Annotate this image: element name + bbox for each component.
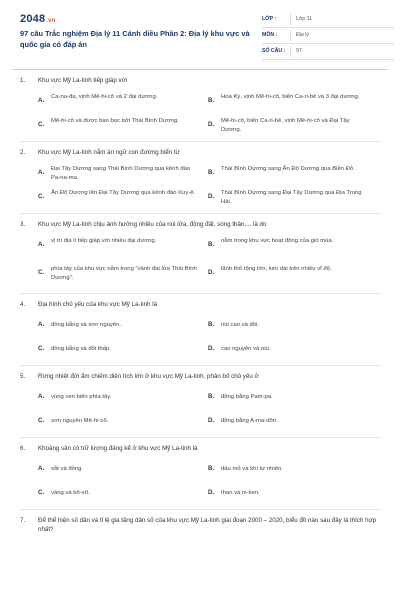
answer-option[interactable]: [38, 91, 204, 113]
option-text: Thái Bình Dương sang Đại Tây Dương qua Địa Trung Hải.: [221, 190, 362, 205]
site-logo[interactable]: [20, 13, 56, 25]
logo-suffix: .vn: [46, 18, 56, 24]
meta-label: SỐ CÂU :: [262, 48, 286, 54]
option-letter: C.: [38, 417, 45, 424]
option-grid: [20, 163, 382, 211]
header-divider: [12, 69, 388, 70]
option-letter: C.: [38, 121, 45, 128]
answer-option[interactable]: [38, 187, 204, 209]
document-title: 97 câu Trắc nghiệm Địa lý 11 Cánh diều Phần 2: Địa lý khu vực và quốc gia có đáp án: [20, 29, 250, 49]
meta-panel: [262, 12, 394, 60]
question-item: [20, 148, 382, 214]
question-number: 1.: [20, 77, 26, 84]
option-letter: B.: [208, 97, 215, 104]
option-text: Ấn Độ Dương lên Đại Tây Dương qua kênh đào Xuy-ê.: [51, 190, 196, 196]
answer-option[interactable]: [38, 339, 204, 361]
logo-text: 2048: [20, 13, 46, 25]
option-text: vùng ven biển phía tây.: [51, 394, 112, 400]
question-body: Khu vực Mỹ La-tinh chịu ảnh hưởng nhiều của núi lửa, động đất, sóng thần,... là do: [38, 221, 267, 228]
option-text: vị trí địa lí tiếp giáp với nhiều đại dương.: [51, 238, 157, 244]
answer-option[interactable]: [208, 163, 374, 185]
option-text: đồng bằng và đồi thấp.: [51, 346, 111, 352]
meta-value: Lớp 11: [296, 16, 312, 22]
question-item: [20, 372, 382, 438]
question-number: 4.: [20, 301, 26, 308]
question-item: [20, 300, 382, 366]
option-letter: B.: [208, 241, 215, 248]
question-separator: [20, 213, 382, 214]
question-body: Khu vực Mỹ La-tinh nằm án ngữ con đường biển từ: [38, 149, 180, 156]
question-item: [20, 76, 382, 142]
question-text: [20, 76, 382, 85]
meta-label: MÔN :: [262, 32, 278, 38]
meta-value: Địa lý: [296, 32, 309, 38]
answer-option[interactable]: [208, 263, 374, 289]
question-number: 7.: [20, 517, 26, 524]
option-text: Thái Bình Dương sang Ấn Độ Dương qua Biển Đỏ.: [221, 166, 355, 172]
meta-separator: [290, 14, 291, 25]
option-letter: B.: [208, 393, 215, 400]
option-grid: [20, 387, 382, 435]
option-letter: A.: [38, 465, 45, 472]
question-separator: [20, 293, 382, 294]
option-letter: A.: [38, 97, 45, 104]
answer-option[interactable]: [208, 115, 374, 137]
question-item: [20, 220, 382, 294]
answer-option[interactable]: [208, 411, 374, 433]
answer-option[interactable]: [208, 459, 374, 481]
option-letter: D.: [208, 417, 215, 424]
answer-option[interactable]: [208, 483, 374, 505]
question-number: 2.: [20, 149, 26, 156]
option-text: phía tây của khu vực nằm trong "vành đai lửa Thái Bình Dương".: [51, 266, 197, 281]
question-body: Khoáng sản có trữ lượng đáng kể ở khu vực Mỹ La-tinh là: [38, 445, 198, 452]
option-letter: C.: [38, 193, 45, 200]
meta-separator: [290, 46, 291, 57]
meta-row-count: [262, 44, 394, 60]
question-item: [20, 444, 382, 510]
question-text: [20, 300, 382, 309]
option-text: sơn nguyên Mê-hi-cô.: [51, 418, 109, 424]
option-text: đồng bằng A-ma-dôn.: [221, 418, 278, 424]
option-letter: A.: [38, 169, 45, 176]
answer-option[interactable]: [38, 235, 204, 261]
option-letter: B.: [208, 465, 215, 472]
meta-row-class: [262, 12, 394, 28]
option-text: nằm trong khu vực hoạt động của gió mùa.: [221, 238, 334, 244]
option-letter: D.: [208, 193, 215, 200]
question-separator: [20, 437, 382, 438]
option-text: Mê-hi-cô, biển Ca-ri-bê, vịnh Mê-hi-cô và Đại Tây Dương.: [221, 118, 350, 133]
answer-option[interactable]: [208, 91, 374, 113]
answer-option[interactable]: [208, 339, 374, 361]
option-text: đồng bằng Pam-pa.: [221, 394, 273, 400]
option-text: cao nguyên và núi.: [221, 346, 271, 352]
option-text: lãnh thổ rộng lớn, kéo dài trên nhiều vĩ độ.: [221, 266, 332, 272]
answer-option[interactable]: [38, 263, 204, 289]
question-text: [20, 220, 382, 229]
answer-option[interactable]: [38, 483, 204, 505]
meta-separator: [290, 30, 291, 41]
option-letter: A.: [38, 321, 45, 328]
question-number: 5.: [20, 373, 26, 380]
answer-option[interactable]: [208, 315, 374, 337]
option-letter: B.: [208, 169, 215, 176]
question-item: [20, 516, 382, 534]
answer-option[interactable]: [38, 459, 204, 481]
option-letter: C.: [38, 269, 45, 276]
option-letter: D.: [208, 269, 215, 276]
option-letter: D.: [208, 121, 215, 128]
question-body: Địa hình chủ yếu của khu vực Mỹ La-tinh là: [38, 301, 158, 308]
meta-value: 97: [296, 48, 302, 54]
question-separator: [20, 509, 382, 510]
answer-option[interactable]: [38, 411, 204, 433]
option-letter: A.: [38, 241, 45, 248]
option-letter: B.: [208, 321, 215, 328]
option-text: Hoa Kỳ, vịnh Mê-hi-cô, biển Ca-ri-bê và 3 đại dương.: [221, 94, 360, 100]
answer-option[interactable]: [38, 387, 204, 409]
option-letter: A.: [38, 393, 45, 400]
option-text: dầu mỏ và khí tự nhiên.: [221, 466, 283, 472]
option-text: sắt và đồng.: [51, 466, 84, 472]
answer-option[interactable]: [38, 163, 204, 185]
option-text: đồng bằng và sơn nguyên.: [51, 322, 122, 328]
option-text: than và ni-ken.: [221, 490, 260, 496]
question-text: [20, 516, 382, 534]
answer-option[interactable]: [208, 235, 374, 261]
question-list: [20, 76, 382, 534]
question-text: [20, 148, 382, 157]
question-body: Khu vực Mỹ La-tinh tiếp giáp với: [38, 77, 128, 84]
option-grid: [20, 235, 382, 291]
option-letter: C.: [38, 345, 45, 352]
option-grid: [20, 91, 382, 139]
answer-option[interactable]: [38, 315, 204, 337]
meta-label: LỚP :: [262, 16, 277, 22]
option-letter: D.: [208, 345, 215, 352]
answer-option[interactable]: [38, 115, 204, 137]
question-body: Rừng nhiệt đới ẩm chiếm diện tích lớn ở khu vực Mỹ La-tinh, phân bố chủ yếu ở: [38, 373, 259, 380]
option-text: Ca-na-đa, vịnh Mê-hi-cô và 2 đại dương.: [51, 94, 158, 100]
option-grid: [20, 315, 382, 363]
answer-option[interactable]: [208, 187, 374, 209]
option-grid: [20, 459, 382, 507]
option-text: Đại Tây Dương sang Thái Bình Dương qua kênh đào Pa-na-ma.: [51, 166, 191, 181]
option-letter: D.: [208, 489, 215, 496]
option-text: vàng và bô-xít.: [51, 490, 90, 496]
question-number: 6.: [20, 445, 26, 452]
question-text: [20, 444, 382, 453]
question-body: Để thể hiện số dân và tỉ lệ gia tăng dân số của khu vực Mỹ La-tinh giai đoạn 2000 – 2020, biểu đồ nào sau đây là thích hợp nhất?: [38, 517, 377, 533]
document-header: [12, 10, 388, 64]
meta-row-subject: [262, 28, 394, 44]
question-separator: [20, 141, 382, 142]
option-text: Mê-hi-cô và được bao bọc bởi Thái Bình Dương.: [51, 118, 179, 124]
question-number: 3.: [20, 221, 26, 228]
question-separator: [20, 365, 382, 366]
answer-option[interactable]: [208, 387, 374, 409]
option-text: núi cao và đồi.: [221, 322, 259, 328]
option-letter: C.: [38, 489, 45, 496]
question-text: [20, 372, 382, 381]
